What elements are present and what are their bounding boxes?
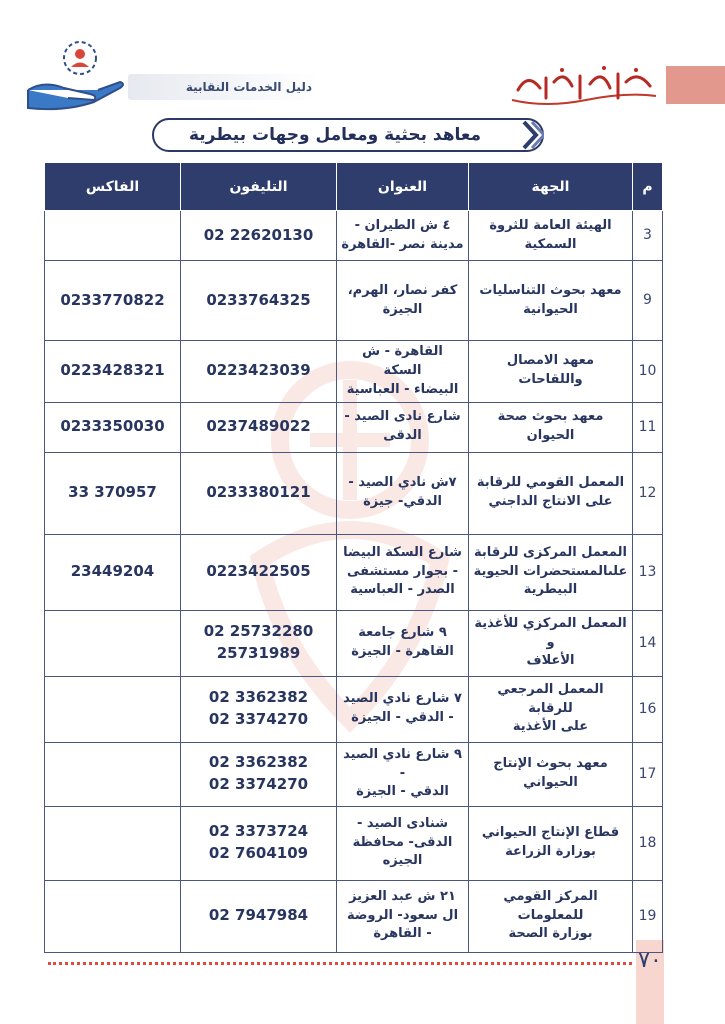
- footer-dotted-rule: [48, 962, 632, 965]
- row-entity: المركز القومي للمعلومات بوزارة الصحة: [469, 880, 633, 952]
- table-row: [45, 742, 663, 806]
- corner-accent-block: [666, 66, 725, 104]
- row-index: 17: [633, 742, 663, 806]
- header-index: م: [633, 163, 663, 211]
- row-phone: 0237489022: [181, 402, 337, 452]
- row-address: شارع السكة البيضا - بجوار مستشفى الصدر - العباسية: [337, 534, 469, 610]
- table-row: [45, 880, 663, 952]
- row-fax: [45, 742, 181, 806]
- row-fax: [45, 610, 181, 676]
- row-fax: [45, 211, 181, 261]
- row-entity: معهد بحوث التناسليات الحيوانية: [469, 261, 633, 341]
- hand-user-icon: [24, 36, 134, 116]
- row-index: 12: [633, 452, 663, 534]
- row-address: ٢١ ش عبد العزيز ال سعود- الروضة - القاهرة: [337, 880, 469, 952]
- row-index: 19: [633, 880, 663, 952]
- row-address: ٧ شارع نادي الصيد - الدقي - الجيزة: [337, 676, 469, 742]
- row-index: 13: [633, 534, 663, 610]
- header-entity: الجهة: [469, 163, 633, 211]
- row-address: ٩ شارع جامعة القاهرة - الجيزة: [337, 610, 469, 676]
- table-row: [45, 452, 663, 534]
- row-phone: 0223422505: [181, 534, 337, 610]
- row-fax: [45, 806, 181, 880]
- table-row: [45, 341, 663, 403]
- row-entity: المعمل القومي للرقابة على الانتاج الداجني: [469, 452, 633, 534]
- row-phone: 02 3373724 02 7604109: [181, 806, 337, 880]
- row-phone: 0223423039: [181, 341, 337, 403]
- syndicate-logo: [506, 60, 661, 112]
- row-index: 18: [633, 806, 663, 880]
- header-phone: التليفون: [181, 163, 337, 211]
- row-address: كفر نصار، الهرم، الجيزة: [337, 261, 469, 341]
- row-entity: المعمل المركزى للرقابة علىالمستحضرات الحيوية البيطرية: [469, 534, 633, 610]
- row-fax: 23449204: [45, 534, 181, 610]
- row-entity: المعمل المرجعي للرقابة على الأغذية: [469, 676, 633, 742]
- row-address: ٤ ش الطيران - مدينة نصر -القاهرة: [337, 211, 469, 261]
- row-address: القاهرة - ش السكة البيضاء - العباسية: [337, 341, 469, 403]
- row-address: شنادى الصيد - الدقى- محافظة الجيزه: [337, 806, 469, 880]
- row-address: شارع نادى الصيد - الدقى: [337, 402, 469, 452]
- row-entity: معهد الامصال واللقاحات: [469, 341, 633, 403]
- row-phone: 0233764325: [181, 261, 337, 341]
- table-row: [45, 211, 663, 261]
- row-index: 14: [633, 610, 663, 676]
- row-fax: [45, 676, 181, 742]
- row-entity: المعمل المركزي للأغذية و الأعلاف: [469, 610, 633, 676]
- row-fax: [45, 880, 181, 952]
- table-row: [45, 402, 663, 452]
- table-row: [45, 676, 663, 742]
- row-phone: 02 3362382 02 3374270: [181, 742, 337, 806]
- institutes-table: [44, 163, 662, 953]
- row-phone: 02 7947984: [181, 880, 337, 952]
- row-address: ٩ شارع نادي الصيد - الدقي - الجيزة: [337, 742, 469, 806]
- row-address: ٧ش نادي الصيد - الدقي- جيزة: [337, 452, 469, 534]
- row-entity: معهد بحوث صحة الحيوان: [469, 402, 633, 452]
- row-fax: 0233350030: [45, 402, 181, 452]
- services-guide-header: [24, 36, 324, 116]
- table-header-row: [45, 163, 663, 211]
- header-address: العنوان: [337, 163, 469, 211]
- row-index: 3: [633, 211, 663, 261]
- row-fax: 0223428321: [45, 341, 181, 403]
- guide-label: دليل الخدمات النقابية: [185, 80, 312, 94]
- row-phone: 02 22620130: [181, 211, 337, 261]
- table-row: [45, 806, 663, 880]
- table-row: [45, 261, 663, 341]
- table-row: [45, 610, 663, 676]
- row-index: 11: [633, 402, 663, 452]
- row-fax: 33 370957: [45, 452, 181, 534]
- page-title: معاهد بحثية ومعامل وجهات بيطرية: [188, 125, 482, 145]
- header-fax: الفاكس: [45, 163, 181, 211]
- chevron-left-icon: [520, 118, 544, 152]
- row-entity: معهد بحوث الإنتاج الحيواني: [469, 742, 633, 806]
- row-phone: 0233380121: [181, 452, 337, 534]
- row-phone: 02 3362382 02 3374270: [181, 676, 337, 742]
- row-index: 9: [633, 261, 663, 341]
- row-fax: 0233770822: [45, 261, 181, 341]
- table-row: [45, 534, 663, 610]
- row-entity: الهيئة العامة للثروة السمكية: [469, 211, 633, 261]
- row-index: 16: [633, 676, 663, 742]
- page-number: ٧٠: [638, 948, 662, 973]
- row-entity: قطاع الإنتاج الحيواني بوزارة الزراعة: [469, 806, 633, 880]
- row-phone: 02 25732280 25731989: [181, 610, 337, 676]
- row-index: 10: [633, 341, 663, 403]
